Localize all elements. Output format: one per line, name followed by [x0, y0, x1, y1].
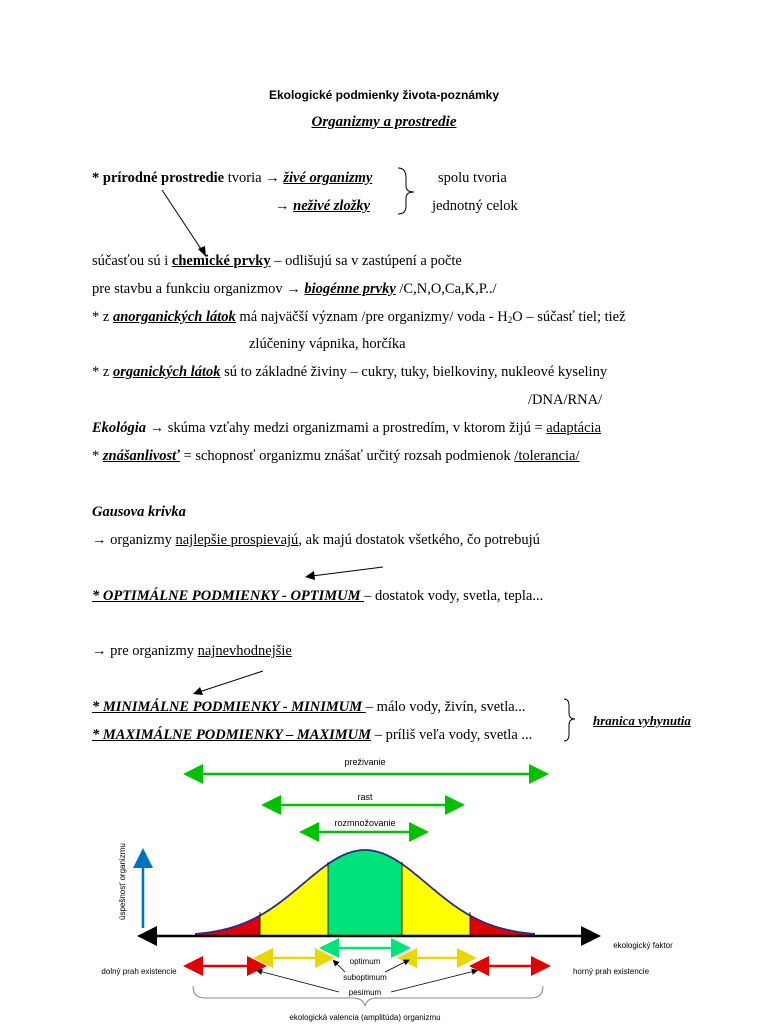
lower-limit-label: dolný prah existencie — [101, 967, 177, 976]
bio-line — [92, 281, 497, 298]
gauss-underlined: najlepšie prospievajú — [175, 532, 299, 548]
optimum-line — [92, 588, 543, 605]
inorg-term: anorganických látok — [112, 309, 236, 325]
chem-text: súčasťou sú i — [92, 253, 172, 269]
inorganic-line — [92, 309, 626, 326]
bio-text-2: /C,N,O,Ca,K,P../ — [395, 281, 497, 297]
optimum-desc: – dostatok vody, svetla, tepla... — [364, 588, 544, 604]
ecology-term: Ekológia — [92, 420, 146, 436]
organic-line — [92, 364, 607, 381]
maximum-term: * MAXIMÁLNE PODMIENKY – MAXIMUM — [92, 727, 372, 743]
arrow-icon: → — [149, 420, 165, 436]
arrow-icon: → — [265, 170, 280, 186]
gauss-text-2: , ak majú dostatok všetkého, čo potrebujú — [298, 532, 540, 548]
chem-text-2: – odlišujú sa v zastúpení a počte — [270, 253, 462, 269]
org-text: sú to základné živiny – cukry, tuky, bielkoviny, nukleové kyseliny — [220, 364, 608, 380]
pointer-arrow-3 — [199, 671, 263, 692]
pessimum-pointer-left — [259, 971, 339, 992]
tolerance-text: = schopnosť organizmu znášať určitý rozsah podmienok — [179, 448, 515, 464]
pointer-arrow-1 — [162, 190, 203, 252]
tol-prefix: * — [92, 448, 103, 464]
pessimum-label: pesimum — [348, 988, 382, 997]
together-text-2: jednotný celok — [432, 198, 518, 214]
growth-label: rast — [357, 792, 373, 802]
living-organisms: živé organizmy — [283, 170, 373, 186]
maximum-line — [92, 727, 532, 744]
org-term: organických látok — [112, 364, 221, 380]
minimum-term: * MINIMÁLNE PODMIENKY - MINIMUM — [92, 699, 366, 715]
arrow-icon: → — [92, 532, 107, 548]
tolerance-term: znášanlivosť — [102, 448, 180, 464]
inorg-text: má najväčší význam /pre organizmy/ voda - H — [235, 309, 508, 325]
arrow-icon: → — [92, 643, 107, 659]
ecology-line — [92, 420, 601, 437]
region-red-right — [470, 842, 550, 937]
inorg-prefix: * z — [92, 309, 113, 325]
brace-shape — [398, 168, 414, 214]
arrow-icon: → — [275, 198, 290, 214]
region-yellow-left — [260, 842, 328, 937]
arrowhead-3 — [193, 687, 203, 695]
curve-regions — [155, 842, 550, 937]
tolerance-line — [92, 448, 580, 465]
optimum-label: optimum — [349, 957, 381, 966]
organic-line-2: /DNA/RNA/ — [528, 392, 603, 408]
optimum-term: * OPTIMÁLNE PODMIENKY - OPTIMUM — [92, 588, 365, 604]
gauss-heading: Gausova krivka — [92, 504, 186, 520]
gauss-text: organizmy — [106, 532, 176, 548]
suboptimum-label: suboptimum — [343, 973, 387, 982]
valence-label: ekologická valencia (amplitúda) organizmu — [289, 1013, 441, 1022]
gauss-figure — [95, 752, 673, 1024]
arrowhead-2 — [305, 571, 315, 580]
minimum-line — [92, 699, 526, 716]
extinction-limit: hranica vyhynutia — [593, 713, 691, 728]
page-title: Ekologické podmienky života-poznámky — [268, 88, 500, 102]
brace-shape-2 — [564, 699, 575, 741]
subscript: 2 — [507, 315, 513, 325]
gauss-text-3: pre organizmy — [106, 643, 198, 659]
environment-term: * prírodné prostredie — [92, 170, 225, 186]
chem-line — [92, 253, 462, 270]
adaptation-term: adaptácia — [546, 420, 602, 436]
ecology-text: skúma vzťahy medzi organizmami a prostredím, v ktorom žijú = — [164, 420, 547, 436]
gauss-line-1 — [92, 532, 540, 549]
survival-label: preživanie — [344, 757, 386, 767]
y-axis-label: úspešnosť organizmu — [118, 843, 127, 920]
region-yellow-right — [402, 842, 470, 937]
pointer-arrow-2 — [312, 567, 383, 576]
nonliving-components: neživé zložky — [293, 198, 371, 214]
inorganic-line-2: zlúčeniny vápnika, horčíka — [249, 336, 406, 352]
minimum-desc: – málo vody, živín, svetla... — [365, 699, 526, 715]
x-axis-label: ekologický faktor — [613, 941, 673, 950]
reproduction-label: rozmnožovanie — [334, 818, 396, 828]
arrow-icon: → — [286, 281, 301, 297]
suboptimum-pointer-left — [335, 962, 345, 972]
suboptimum-pointer-right — [385, 961, 407, 972]
subtitle: Organizmy a prostredie — [311, 114, 457, 130]
together-text-1: spolu tvoria — [438, 170, 507, 186]
chem-term: chemické prvky — [171, 253, 271, 269]
pessimum-pointer-right — [391, 971, 475, 992]
bio-text: pre stavbu a funkciu organizmov — [92, 281, 287, 297]
inorg-text-2: O – súčasť tiel; tiež — [512, 309, 626, 325]
tolerance-term-2: /tolerancia/ — [514, 448, 580, 464]
upper-limit-label: horný prah existencie — [572, 967, 650, 976]
tvoria-text: tvoria — [224, 170, 266, 186]
gauss-line-2 — [92, 643, 292, 660]
gauss-underlined-2: najnevhodnejšie — [197, 643, 292, 659]
bio-term: biogénne prvky — [304, 281, 396, 297]
maximum-desc: – príliš veľa vody, svetla ... — [371, 727, 533, 743]
org-prefix: * z — [92, 364, 113, 380]
